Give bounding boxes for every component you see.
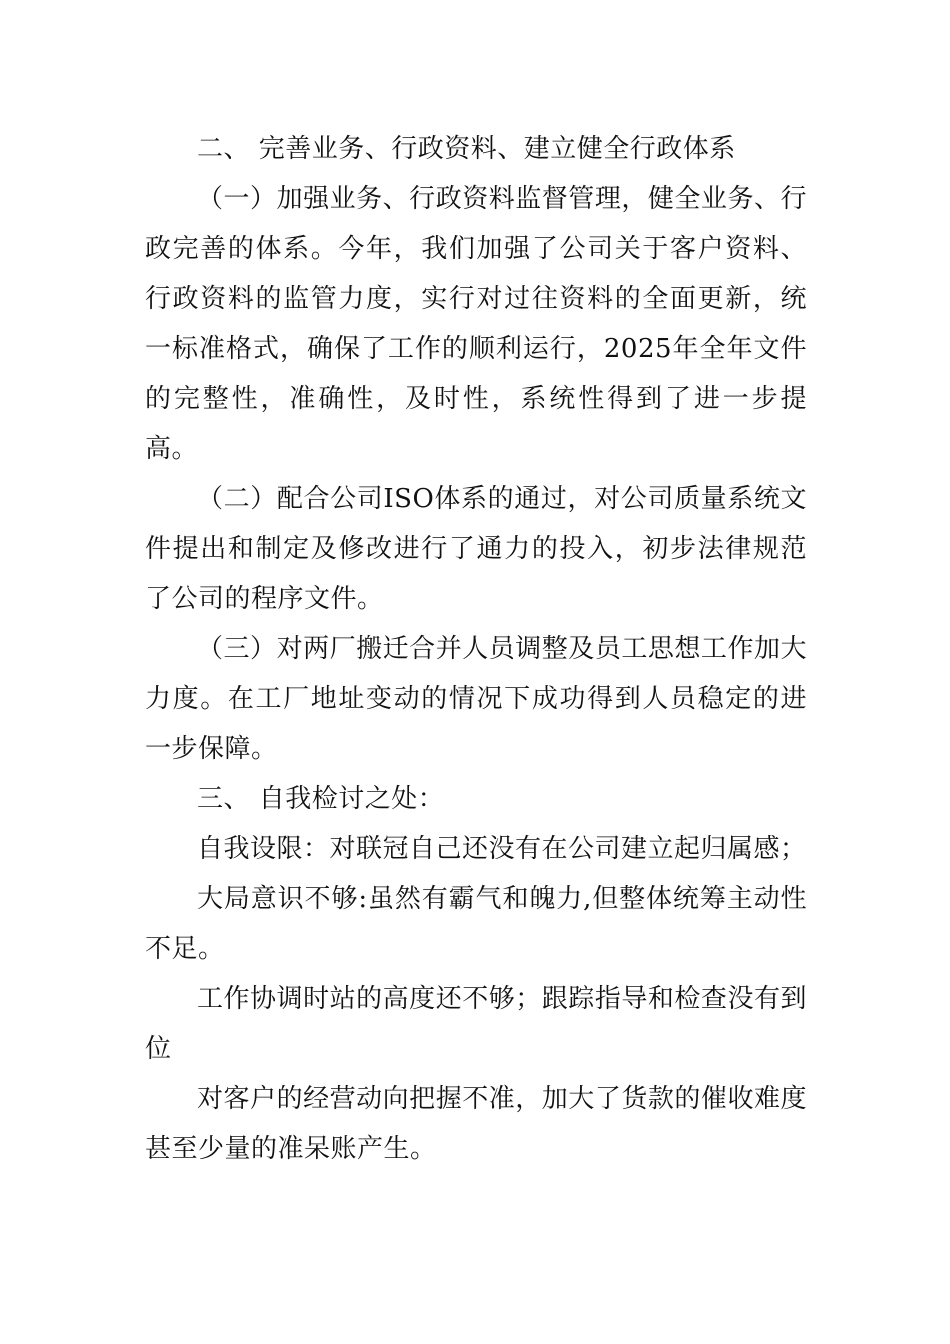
paragraph-overall-awareness: 大局意识不够:虽然有霸气和魄力,但整体统筹主动性不足。	[145, 884, 807, 964]
document-body	[145, 124, 807, 1174]
paragraph-self-limit: 自我设限：对联冠自己还没有在公司建立起归属感；	[197, 834, 807, 864]
paragraph-item-1: （一）加强业务、行政资料监督管理，健全业务、行政完善的体系。今年，我们加强了公司关于客户资料、行政资料的监管力度，实行对过往资料的全面更新，统一标准格式，确保了工作的顺利运行，2025年全年文件的完整性，准确性，及时性，系统性得到了进一步提高。	[145, 184, 807, 464]
section-heading-2: 二、 完善业务、行政资料、建立健全行政体系	[197, 134, 736, 164]
paragraph-coordination: 工作协调时站的高度还不够；跟踪指导和检查没有到位	[145, 984, 807, 1064]
paragraph-customer-trends: 对客户的经营动向把握不准，加大了货款的催收难度甚至少量的准呆账产生。	[145, 1084, 807, 1164]
paragraph-item-3: （三）对两厂搬迁合并人员调整及员工思想工作加大力度。在工厂地址变动的情况下成功得到人员稳定的进一步保障。	[145, 634, 807, 764]
section-heading-3: 三、 自我检讨之处：	[197, 784, 445, 814]
paragraph-item-2: （二）配合公司ISO体系的通过，对公司质量系统文件提出和制定及修改进行了通力的投入，初步法律规范了公司的程序文件。	[145, 484, 807, 614]
